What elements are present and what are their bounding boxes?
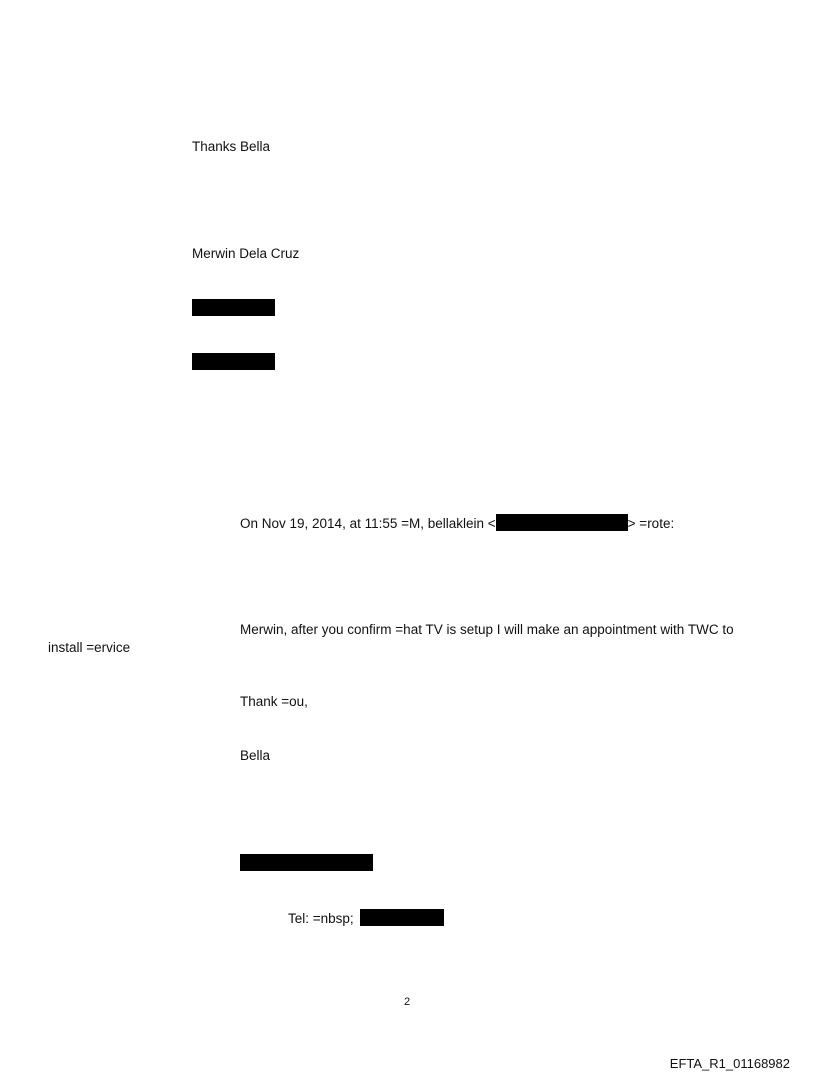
redaction-block <box>192 299 275 316</box>
telephone-line <box>288 909 444 927</box>
quoted-signature: Bella <box>240 748 271 763</box>
reply-closing: Thanks Bella <box>192 139 271 154</box>
sender-name: Merwin Dela Cruz <box>192 246 300 261</box>
quoted-body-line: install =ervice <box>48 640 131 655</box>
page-number: 2 <box>404 996 411 1008</box>
document-id: EFTA_R1_01168982 <box>669 1056 790 1071</box>
redaction-block <box>192 353 275 370</box>
quoted-body-line: Merwin, after you confirm =hat TV is setup I will make an appointment with TWC to <box>240 622 734 637</box>
quoted-header-prefix: On Nov 19, 2014, at 11:55 =M, bellaklein < <box>240 516 496 531</box>
redaction-block <box>240 854 373 871</box>
quoted-thanks: Thank =ou, <box>240 694 308 709</box>
redacted-phone-number <box>360 909 444 926</box>
quoted-header-suffix: > =rote: <box>627 516 675 531</box>
quoted-header <box>240 514 674 532</box>
tel-label: Tel: =nbsp; <box>288 911 354 926</box>
redacted-email-address <box>496 514 628 531</box>
